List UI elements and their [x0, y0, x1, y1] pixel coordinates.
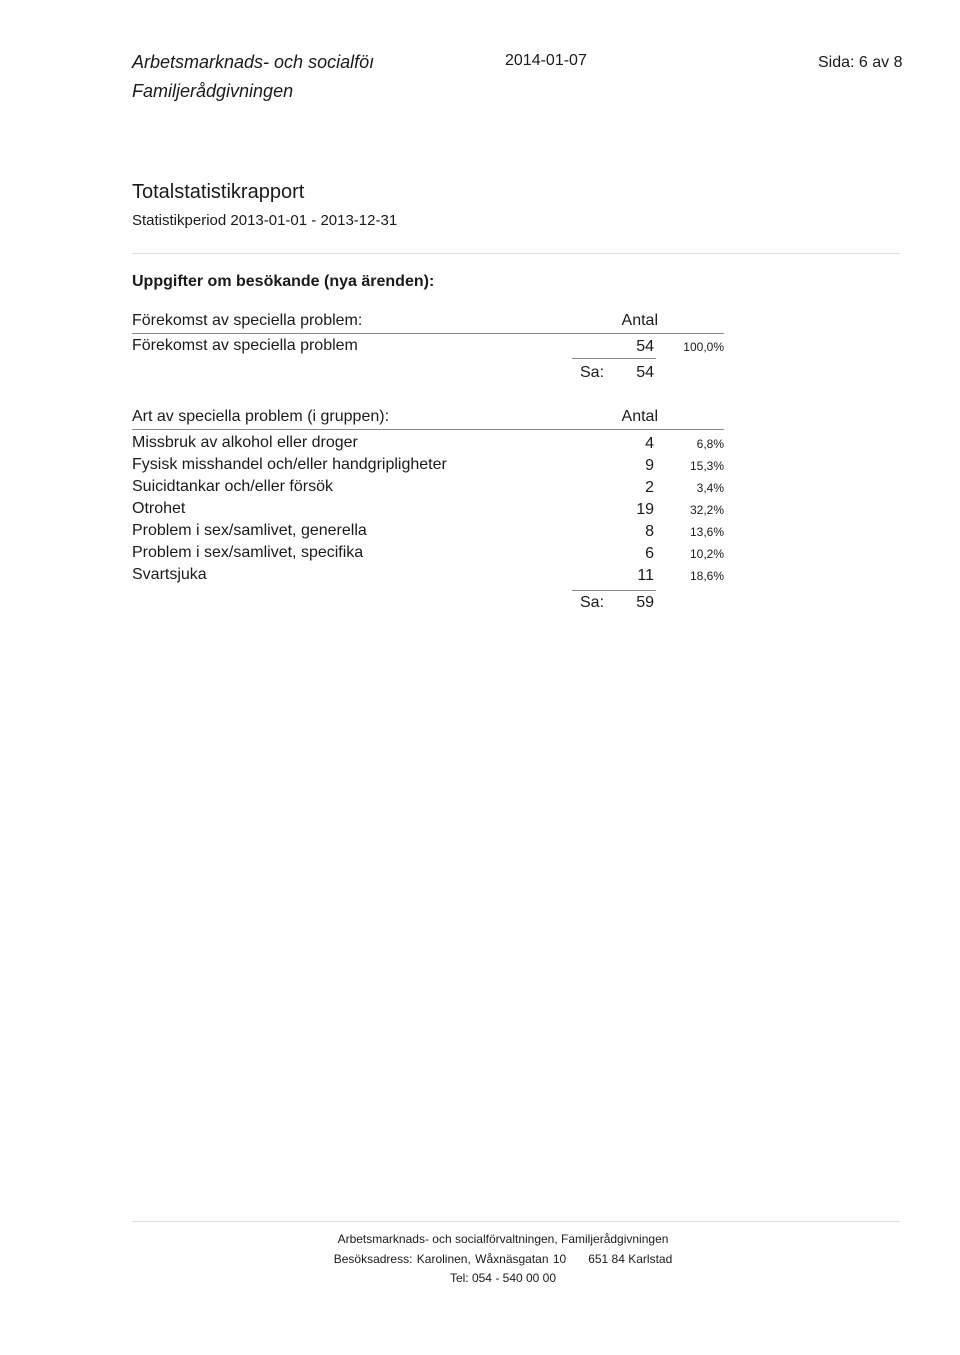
- sum-label: Sa:: [580, 594, 605, 611]
- report-title: Totalstatistikrapport: [132, 181, 305, 203]
- organization-name: Arbetsmarknads- och socialföı: [132, 52, 375, 72]
- column-header-count: Antal: [621, 408, 658, 425]
- row-count: 54: [636, 338, 654, 355]
- row-count: 19: [636, 501, 654, 518]
- sum-value: 54: [636, 364, 654, 381]
- row-percent: 100,0%: [683, 340, 724, 354]
- row-count: 11: [637, 567, 654, 584]
- sum-label: Sa:: [580, 364, 605, 381]
- footer-postal: 651 84 Karlstad: [588, 1252, 673, 1266]
- row-count: 6: [645, 545, 654, 562]
- footer-org: Arbetsmarknads- och socialförvaltningen, Familjerådgivningen: [337, 1232, 669, 1246]
- row-percent: 13,6%: [689, 525, 724, 539]
- row-count: 4: [645, 435, 654, 452]
- sum-value: 59: [636, 594, 654, 611]
- sum-rule: [572, 358, 656, 359]
- row-percent: 18,6%: [689, 569, 724, 583]
- row-label: Fysisk misshandel och/eller handgripligheter: [132, 456, 447, 473]
- header-rule: [132, 333, 724, 334]
- footer-address: Besöksadress: Karolinen, Wåxnäsgatan 10: [333, 1252, 567, 1266]
- sum-rule: [572, 590, 656, 591]
- row-count: 2: [645, 479, 654, 496]
- row-label: Svartsjuka: [132, 566, 207, 583]
- row-label: Otrohet: [132, 500, 186, 517]
- unit-name: Familjerådgivningen: [132, 81, 294, 101]
- footer-divider: [132, 1221, 900, 1222]
- divider: [132, 253, 900, 254]
- row-percent: 15,3%: [689, 459, 724, 473]
- report-period: Statistikperiod 2013-01-01 - 2013-12-31: [132, 212, 398, 229]
- footer-address-line: [23, 1252, 960, 1266]
- table-caption: Förekomst av speciella problem:: [132, 312, 363, 329]
- row-percent: 10,2%: [689, 547, 724, 561]
- row-percent: 6,8%: [696, 437, 724, 451]
- row-percent: 32,2%: [689, 503, 724, 517]
- row-count: 9: [645, 457, 654, 474]
- table-caption: Art av speciella problem (i gruppen):: [132, 408, 390, 425]
- column-header-count: Antal: [621, 312, 658, 329]
- footer-phone: Tel: 054 - 540 00 00: [449, 1271, 557, 1285]
- row-label: Suicidtankar och/eller försök: [132, 478, 333, 495]
- report-date: 2014-01-07: [505, 52, 587, 69]
- row-count: 8: [645, 523, 654, 540]
- row-label: Problem i sex/samlivet, generella: [132, 522, 367, 539]
- page-indicator: Sida: 6 av 8: [818, 54, 903, 71]
- row-label: Förekomst av speciella problem: [132, 337, 358, 354]
- header-rule: [132, 429, 724, 430]
- row-label: Problem i sex/samlivet, specifika: [132, 544, 364, 561]
- section-title: Uppgifter om besökande (nya ärenden):: [132, 273, 435, 290]
- row-label: Missbruk av alkohol eller droger: [132, 434, 358, 451]
- row-percent: 3,4%: [696, 481, 724, 495]
